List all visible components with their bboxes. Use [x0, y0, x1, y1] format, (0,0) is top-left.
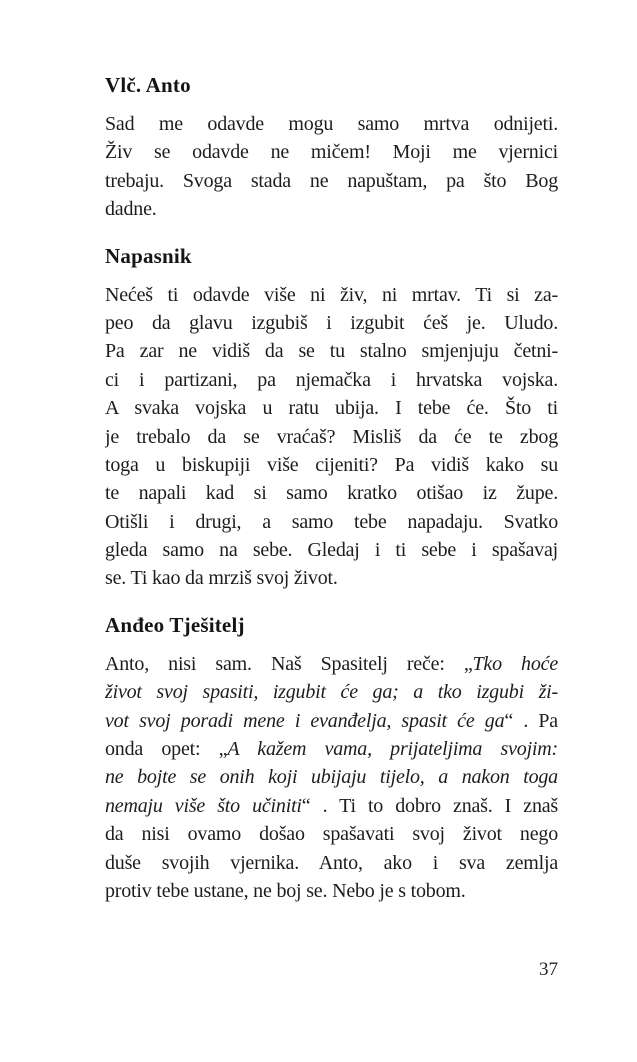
text-run: Živ se odavde ne mičem! Moji me vjernici	[105, 141, 558, 164]
text-line	[105, 366, 558, 394]
text-run: Pa zar ne vidiš da se tu stalno smjenjuju četni-	[105, 340, 558, 363]
text-line	[105, 536, 558, 564]
text-run: Sad me odavde mogu samo mrtva odnijeti.	[105, 113, 558, 135]
text-run: gleda samo na sebe. Gledaj i ti sebe i spašavaj	[105, 539, 558, 562]
text-line	[105, 849, 558, 877]
text-line	[105, 735, 558, 763]
text-run: protiv tebe ustane, ne boj se. Nebo je s tobom.	[105, 879, 466, 902]
text-run: “ . Ti to dobro znaš. I znaš	[301, 794, 558, 817]
text-line	[105, 394, 558, 422]
text-run: se. Ti kao da mrziš svoj život.	[105, 567, 338, 590]
book-page-text-column	[105, 73, 558, 905]
text-line	[105, 820, 558, 848]
text-run: te napali kad si samo kratko otišao iz župe.	[105, 482, 558, 505]
text-line	[105, 195, 558, 223]
text-run: “ . Pa	[504, 709, 558, 732]
text-run: A svaka vojska u ratu ubija. I tebe će. Što ti	[105, 397, 558, 420]
text-run: onda opet: „	[105, 738, 228, 761]
section-heading: Vlč. Anto	[105, 73, 191, 97]
text-line	[105, 451, 558, 479]
text-line	[105, 707, 558, 735]
paragraph	[105, 281, 558, 593]
scripture-quote-italic-run: život svoj spasiti, izgubit će ga; a tko izgubi ži-	[105, 681, 558, 704]
text-run: Nećeš ti odavde više ni živ, ni mrtav. Ti si za-	[105, 283, 558, 306]
text-line	[105, 309, 558, 337]
text-run: trebaju. Svoga stada ne napuštam, pa što Bog	[105, 169, 558, 192]
text-line	[105, 337, 558, 365]
text-line	[105, 763, 558, 791]
text-line	[105, 877, 558, 905]
text-run: peo da glavu izgubiš i izgubit ćeš je. Uludo.	[105, 311, 558, 334]
text-run: toga u biskupiji više cijeniti? Pa vidiš kako su	[105, 453, 558, 476]
text-run: Otišli i drugi, a samo tebe napadaju. Svatko	[105, 510, 558, 533]
text-run: duše svojih vjernika. Anto, ako i sva zemlja	[105, 851, 558, 874]
text-run: je trebalo da se vraćaš? Misliš da će te zbog	[105, 425, 558, 448]
text-line	[105, 678, 558, 706]
scripture-quote-italic-run: A kažem vama, prijateljima svojim:	[227, 738, 558, 761]
text-line	[105, 110, 558, 138]
text-line	[105, 138, 558, 166]
text-line	[105, 167, 558, 195]
paragraph	[105, 650, 558, 906]
text-run: da nisi ovamo došao spašavati svoj život nego	[105, 823, 558, 846]
text-line	[105, 564, 558, 592]
text-line	[105, 508, 558, 536]
section-heading: Anđeo Tješitelj	[105, 612, 245, 637]
scripture-quote-italic-run: nemaju više što učiniti	[105, 794, 302, 817]
page-number: 37	[539, 959, 558, 980]
text-run: ci i partizani, pa njemačka i hrvatska vojska.	[105, 368, 558, 391]
scripture-quote-italic-run: Tko hoće	[472, 652, 558, 675]
scripture-quote-italic-run: ne bojte se onih koji ubijaju tijelo, a nakon toga	[105, 766, 558, 789]
text-run: dadne.	[105, 198, 157, 221]
text-line	[105, 792, 558, 820]
text-line	[105, 479, 558, 507]
section-heading: Napasnik	[105, 243, 192, 268]
text-line	[105, 423, 558, 451]
text-line	[105, 650, 558, 678]
text-run: Anto, nisi sam. Naš Spasitelj reče: „	[105, 652, 473, 675]
paragraph	[105, 110, 558, 224]
scripture-quote-italic-run: vot svoj poradi mene i evanđelja, spasit će ga	[105, 709, 505, 732]
text-line	[105, 281, 558, 309]
